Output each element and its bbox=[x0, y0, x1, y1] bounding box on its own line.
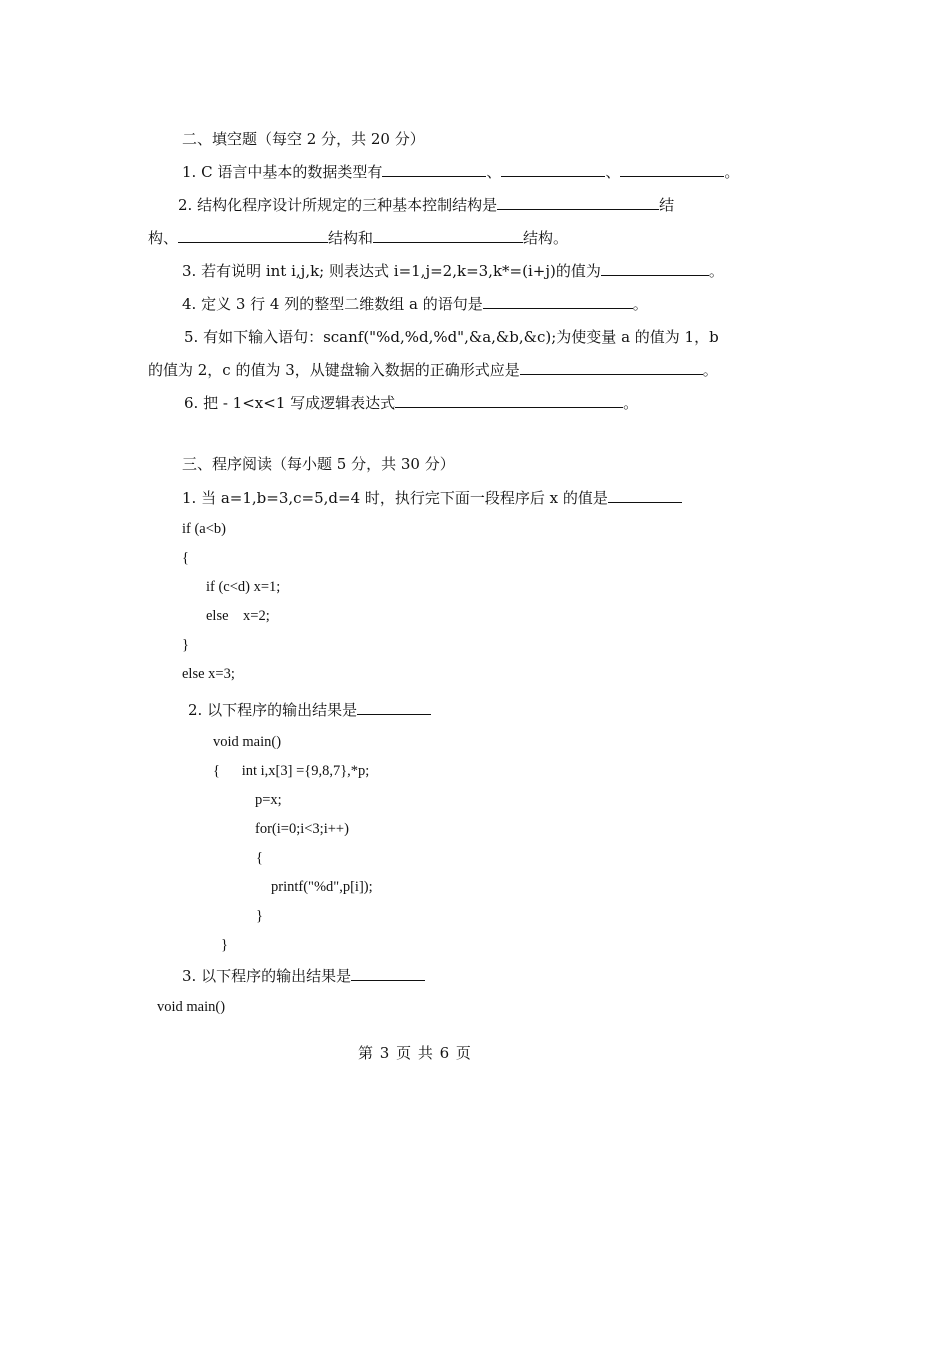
q2-1-text: 1. C 语言中基本的数据类型有 bbox=[182, 163, 383, 181]
q2-4 bbox=[182, 294, 648, 314]
separator: 、 bbox=[605, 163, 621, 181]
answer-blank[interactable] bbox=[608, 488, 682, 503]
q2-6-text: 6. 把 - 1<x<1 写成逻辑表达式 bbox=[184, 394, 396, 412]
q3-2-text: 2. 以下程序的输出结果是 bbox=[188, 701, 358, 719]
answer-blank[interactable] bbox=[483, 294, 633, 309]
text-fragment: 构、 bbox=[148, 229, 179, 247]
answer-blank[interactable] bbox=[351, 966, 425, 981]
text-fragment: 结 bbox=[659, 196, 675, 214]
code-line: else x=3; bbox=[182, 666, 235, 682]
q2-1 bbox=[182, 162, 739, 182]
code-line: p=x; bbox=[255, 792, 282, 808]
answer-blank[interactable] bbox=[357, 700, 431, 715]
code-line: } bbox=[221, 937, 228, 953]
code-line: void main() bbox=[157, 999, 226, 1015]
answer-blank[interactable] bbox=[395, 393, 623, 408]
q2-5-text-line2: 的值为 2，c 的值为 3，从键盘输入数据的正确形式应是 bbox=[148, 361, 520, 379]
code-line: { int i,x[3] ={9,8,7},*p; bbox=[213, 763, 370, 779]
code-line: printf("%d",p[i]); bbox=[271, 879, 373, 895]
code-line: { bbox=[182, 550, 189, 566]
period: 。 bbox=[702, 361, 718, 379]
section2-title: 二、填空题（每空 2 分，共 20 分） bbox=[182, 130, 425, 148]
q2-3-text: 3. 若有说明 int i,j,k; 则表达式 i=1,j=2,k=3,k*=(i+j)的值为 bbox=[182, 262, 601, 280]
code-line: } bbox=[256, 908, 263, 924]
answer-blank[interactable] bbox=[382, 162, 486, 177]
q2-2-line1 bbox=[178, 195, 674, 215]
period: 。 bbox=[724, 163, 740, 181]
period: 。 bbox=[708, 262, 724, 280]
q2-4-text: 4. 定义 3 行 4 列的整型二维数组 a 的语句是 bbox=[182, 295, 483, 313]
q2-2-text: 2. 结构化程序设计所规定的三种基本控制结构是 bbox=[178, 196, 498, 214]
period: 。 bbox=[623, 394, 639, 412]
period: 。 bbox=[632, 295, 648, 313]
q3-2 bbox=[188, 700, 431, 720]
q3-1-text: 1. 当 a=1,b=3,c=5,d=4 时，执行完下面一段程序后 x 的值是 bbox=[182, 489, 608, 507]
code-line: { bbox=[256, 850, 263, 866]
q2-3 bbox=[182, 261, 724, 281]
answer-blank[interactable] bbox=[373, 228, 523, 243]
q3-1 bbox=[182, 488, 682, 508]
q2-5-line1: 5. 有如下输入语句：scanf("%d,%d,%d",&a,&b,&c);为使变量 a 的值为 1，b bbox=[184, 328, 719, 346]
code-line: if (c<d) x=1; bbox=[206, 579, 281, 595]
page-number: 第 3 页 共 6 页 bbox=[358, 1044, 472, 1062]
q3-3 bbox=[182, 966, 425, 986]
q3-3-text: 3. 以下程序的输出结果是 bbox=[182, 967, 352, 985]
code-line: } bbox=[182, 637, 189, 653]
answer-blank[interactable] bbox=[601, 261, 709, 276]
text-fragment: 结构。 bbox=[523, 229, 569, 247]
section3-title: 三、程序阅读（每小题 5 分，共 30 分） bbox=[182, 455, 455, 473]
q2-2-line2 bbox=[148, 228, 568, 248]
answer-blank[interactable] bbox=[178, 228, 328, 243]
answer-blank[interactable] bbox=[501, 162, 605, 177]
answer-blank[interactable] bbox=[620, 162, 724, 177]
code-line: void main() bbox=[213, 734, 282, 750]
separator: 、 bbox=[486, 163, 502, 181]
answer-blank[interactable] bbox=[497, 195, 659, 210]
code-line: if (a<b) bbox=[182, 521, 227, 537]
q2-6 bbox=[184, 393, 638, 413]
text-fragment: 结构和 bbox=[328, 229, 374, 247]
q2-5-line2 bbox=[148, 360, 718, 380]
answer-blank[interactable] bbox=[520, 360, 703, 375]
code-line: for(i=0;i<3;i++) bbox=[255, 821, 349, 837]
code-line: else x=2; bbox=[206, 608, 270, 624]
